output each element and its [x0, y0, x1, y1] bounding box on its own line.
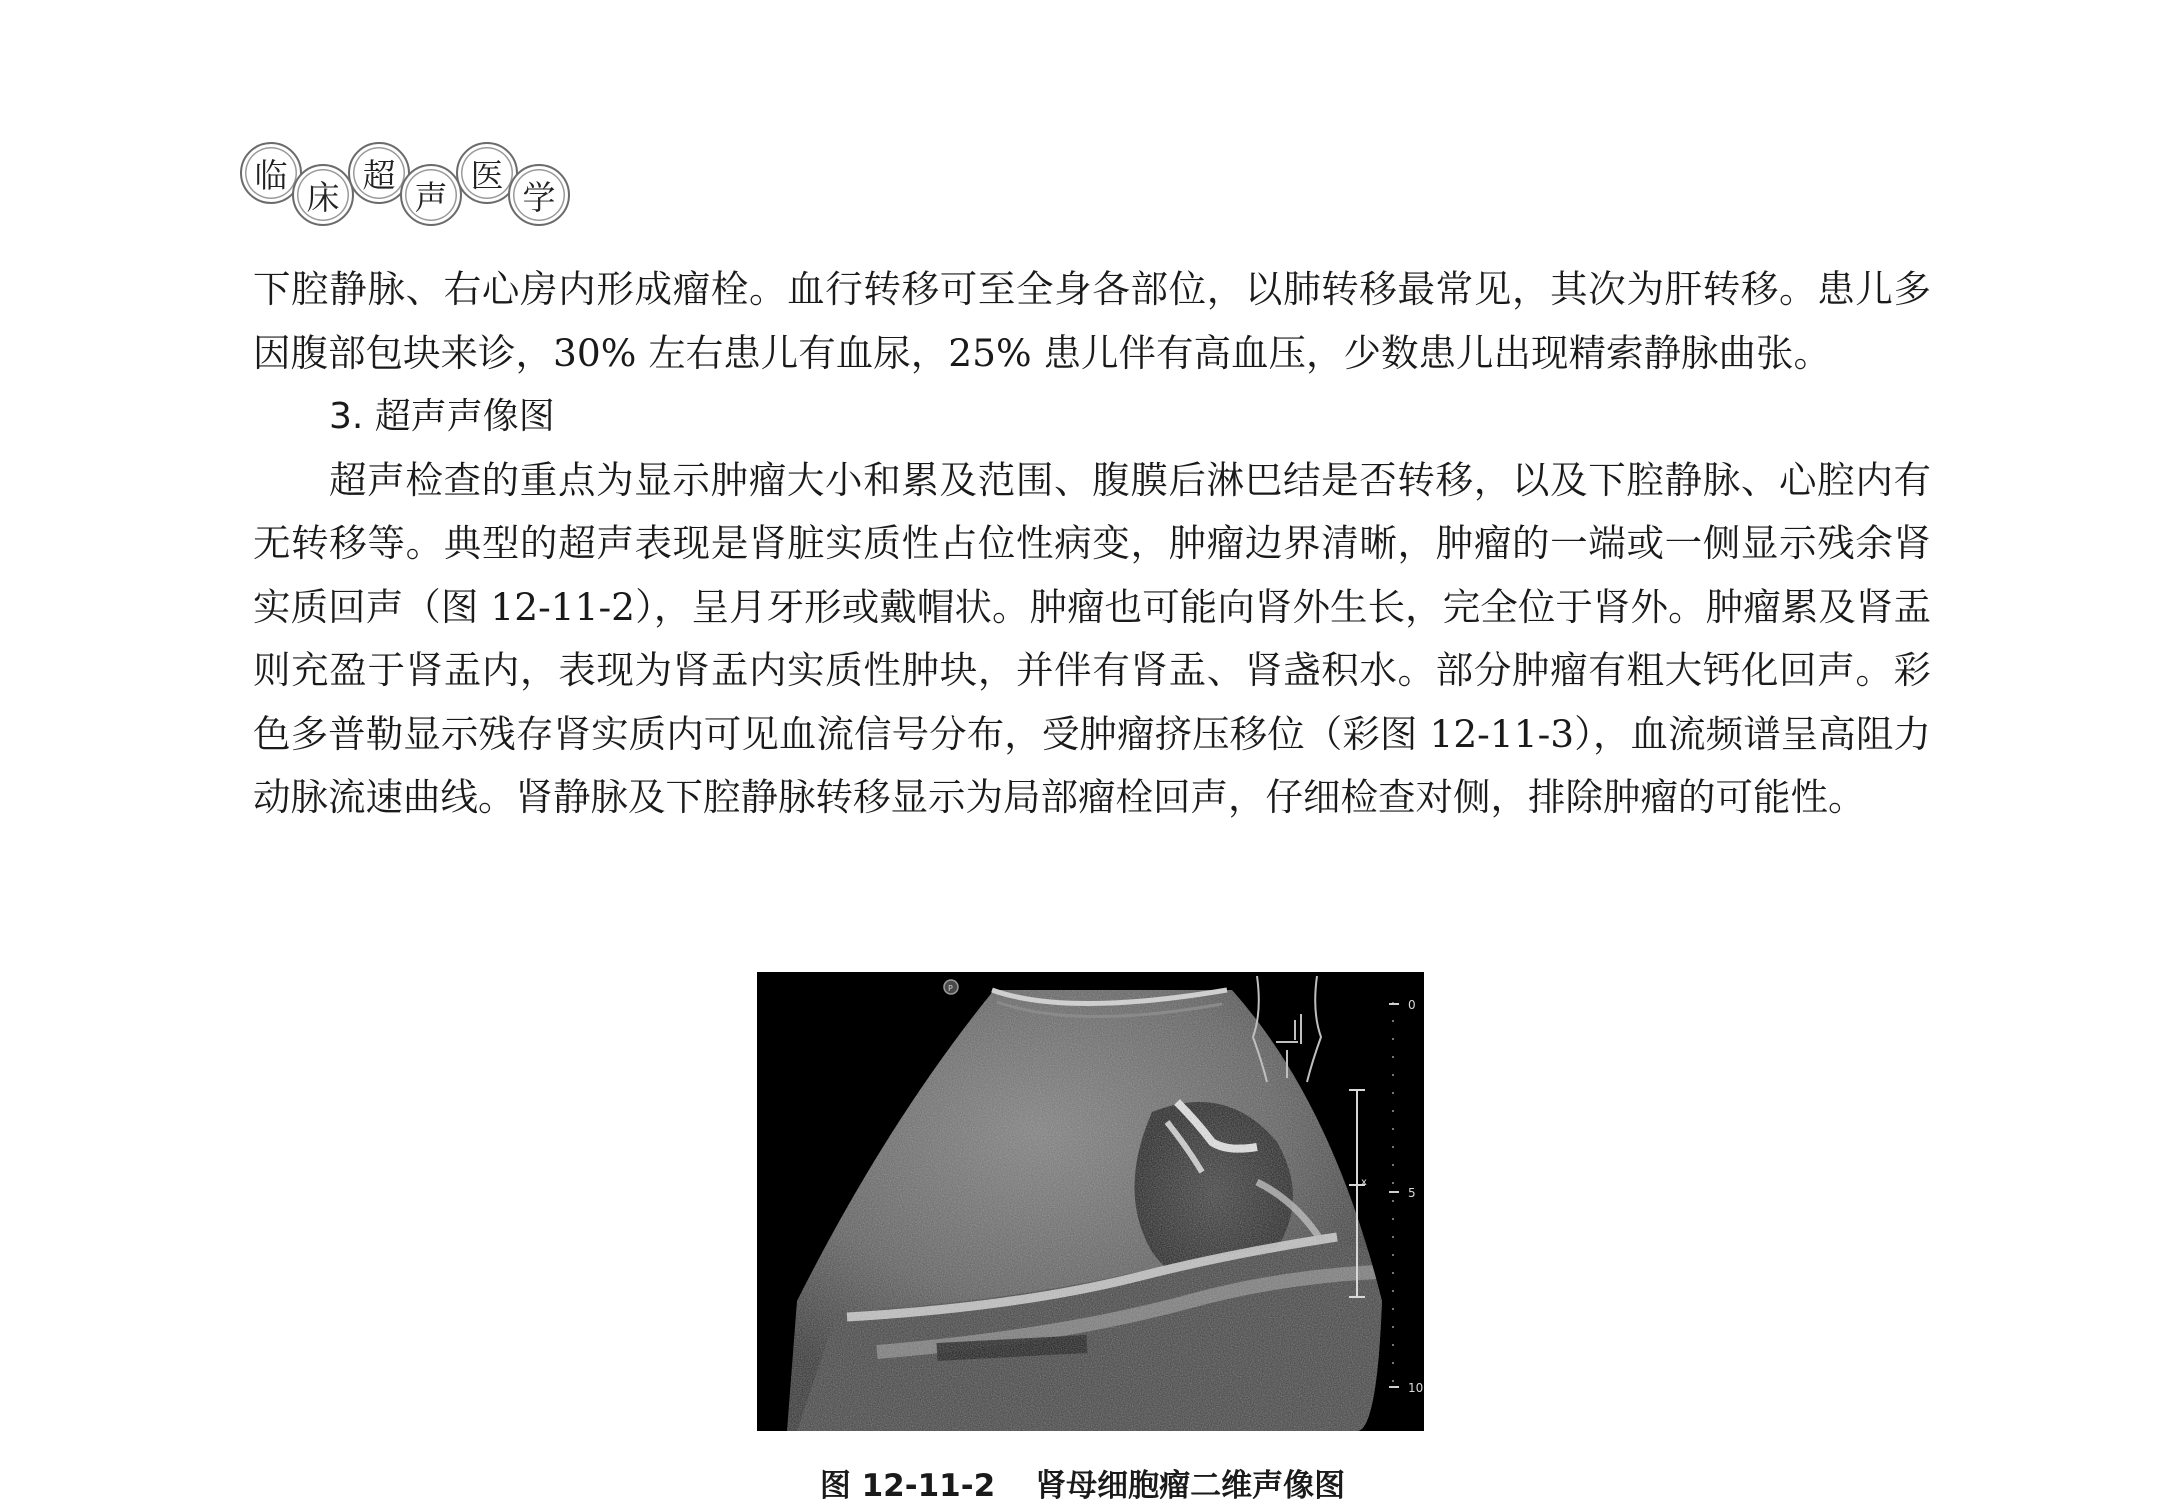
depth-scale — [1389, 998, 1423, 1395]
focus-marker: x — [1361, 1177, 1367, 1188]
depth-label-10: 10 — [1408, 1381, 1424, 1395]
logo-char-4: 声 — [400, 164, 462, 226]
depth-label-5: 5 — [1408, 1186, 1416, 1200]
ultrasound-image — [757, 972, 1424, 1431]
paragraph-2: 超声检查的重点为显示肿瘤大小和累及范围、腹膜后淋巴结是否转移，以及下腔静脉、心腔内有无转移等。典型的超声表现是肾脏实质性占位性病变，肿瘤边界清晰，肿瘤的一端或一侧显示残余肾实质回声（图 12-11-2），呈月牙形或戴帽状。肿瘤也可能向肾外生长，完全位于肾外。肿瘤累及肾盂则充盈于肾盂内，表现为肾盂内实质性肿块，并伴有肾盂、肾盏积水。部分肿瘤有粗大钙化回声。彩色多普勒显示残存肾实质内可见血流信号分布，受肿瘤挤压移位（彩图 12-11-3），血流频谱呈高阻力动脉流速曲线。肾静脉及下腔静脉转移显示为局部瘤栓回声，仔细检查对侧，排除肿瘤的可能性。 — [253, 457, 1931, 819]
depth-label-0: 0 — [1408, 998, 1416, 1012]
corner-mark: P — [948, 984, 953, 993]
logo-char-2: 床 — [292, 164, 354, 226]
caption-number: 图 12-11-2 — [819, 1468, 996, 1504]
section-heading: 3. 超声声像图 — [329, 396, 555, 437]
logo-char-6: 学 — [508, 164, 570, 226]
figure-caption — [0, 1460, 2165, 1505]
caption-title: 肾母细胞瘤二维声像图 — [1035, 1468, 1346, 1504]
logo-char-5: 医 — [456, 142, 518, 204]
logo-char-1: 临 — [240, 142, 302, 204]
header-logo — [240, 142, 570, 232]
body-text — [253, 258, 1931, 830]
paragraph-1: 下腔静脉、右心房内形成瘤栓。血行转移可至全身各部位，以肺转移最常见，其次为肝转移。患儿多因腹部包块来诊，30% 左右患儿有血尿，25% 患儿伴有高血压，少数患儿出现精索静脉曲张。 — [253, 267, 1931, 375]
ultrasound-svg — [757, 972, 1424, 1431]
scan-sector — [757, 972, 1424, 1431]
logo-char-3: 超 — [348, 142, 410, 204]
